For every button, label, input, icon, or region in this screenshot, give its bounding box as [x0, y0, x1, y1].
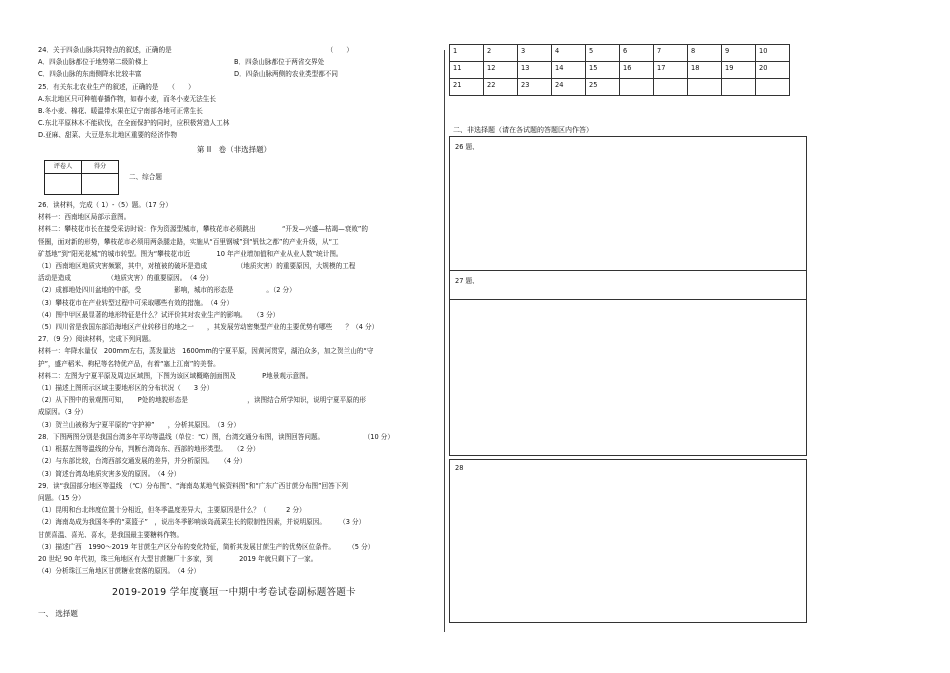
question-29-line: 20 世纪 90 年代初，珠三角地区有大型甘蔗糖厂十多家，到 2019 年就只剩下了一家。: [38, 554, 318, 563]
question-26-line: 矿基地”到“阳光花城”的城市转型。图为“攀枝花市近 10 年产业增加值和产业从业人数”统计图。: [38, 249, 343, 258]
question-25: [38, 81, 430, 142]
question-28-line: （2）与东部比较，台湾西部交通发展的差异，并分析原因。 （4 分）: [38, 457, 247, 466]
section-2-title: 第 II 卷（非选择题）: [196, 144, 272, 154]
answer-cell[interactable]: 2: [484, 45, 518, 62]
answer-box-28[interactable]: [449, 459, 807, 623]
answer-box-27-label: 27 题、: [455, 277, 479, 285]
answer-cell[interactable]: 23: [518, 79, 552, 96]
question-26-line: （3）攀枝花市在产业转型过程中可采取哪些有效的措施。 （4 分）: [38, 298, 234, 307]
question-25-option-d: D.亚麻、甜菜、大豆是东北地区重要的经济作物: [38, 131, 178, 140]
answer-cell[interactable]: [654, 79, 688, 96]
question-24-option-a: A．四条山脉都位于地势第二级阶梯上: [38, 58, 149, 67]
question-25-option-c: C.东北平原林木不能砍伐，在全面保护的同时，应积极营造人工林: [38, 119, 230, 128]
answer-cell[interactable]: 24: [552, 79, 586, 96]
question-27-line: （1）描述上图所示区域主要地形区的分布状况（ 3 分）: [38, 384, 214, 393]
question-29-line: （1）昆明和台北纬度位置十分相近，但冬季温度差异大，主要原因是什么？（ 2 分）: [38, 506, 306, 515]
answer-cell[interactable]: 6: [620, 45, 654, 62]
question-27-line: 成原因。（3 分）: [38, 408, 88, 417]
question-29: [38, 480, 430, 578]
question-26-line: （4）图中甲区最显著的地形特征是什么？试评价其对农业生产的影响。 （3 分）: [38, 310, 280, 319]
question-26-line: （2）成都地处四川盆地的中部，受 影响，城市的形态是 。（2 分）: [38, 286, 296, 295]
question-26-line: （5）四川省是我国东部沿海地区产业转移目的地之一 ，其发展劳动密集型产业的主要优势有哪些 ？（4 分）: [38, 323, 379, 332]
answer-cell[interactable]: 3: [518, 45, 552, 62]
question-24: [38, 44, 430, 81]
question-27-line: 材料一：年降水量仅 200mm左右，蒸发量达 1600mm的宁夏平原，因黄河贯穿，湖泊众多，加之贺兰山的“守: [38, 347, 374, 356]
question-24-option-c: C．四条山脉的东南侧降水比较丰富: [38, 70, 142, 79]
question-24-option-b: B．四条山脉都位于两省交界处: [234, 58, 325, 67]
answer-cell[interactable]: 12: [484, 62, 518, 79]
question-26-line: 26．读材料，完成（ 1）-（5）题。（17 分）: [38, 201, 172, 210]
answer-cell[interactable]: [620, 79, 654, 96]
score-header: 得分: [82, 160, 119, 173]
question-26-line: 材料一：西南地区局部示意图。: [38, 213, 131, 222]
answer-cell[interactable]: 5: [586, 45, 620, 62]
score-table: [44, 160, 119, 195]
answer-cell[interactable]: [756, 79, 790, 96]
question-29-line: （2）海南岛成为我国冬季的“菜篮子” ，说出冬季影响该岛蔬菜生长的限制性因素，并说明原因。 （3 分）: [38, 518, 366, 527]
answer-cell[interactable]: 17: [654, 62, 688, 79]
question-29-line: 29．读“我国部分地区等温线 （℃）分布图”、“海南岛某地气候资料图”和“广东广西甘蔗分布图”回答下列: [38, 481, 348, 490]
answer-cell[interactable]: 19: [722, 62, 756, 79]
question-25-stem: 25．有关东北农业生产的叙述，正确的是 （ ）: [38, 82, 195, 91]
question-24-option-d: D．四条山脉两侧的农业类型都不同: [234, 70, 338, 79]
answer-cell[interactable]: 15: [586, 62, 620, 79]
answer-cell[interactable]: 11: [450, 62, 484, 79]
answer-cell[interactable]: 25: [586, 79, 620, 96]
question-24-stem: 24．关于四条山脉共同特点的叙述，正确的是 （ ）: [38, 46, 353, 54]
exam-questions-column: [38, 44, 430, 620]
question-26-line: 怪圈，面对新的形势，攀枝花市必须用两条腿走路，实施从“百里钢城”到“钒钛之都”的产业升级，从“工: [38, 237, 339, 246]
question-27-line: （3）贺兰山被称为宁夏平原的“守护神” ，分析其原因。 （3 分）: [38, 420, 240, 429]
question-25-option-a: A.东北地区只可种植春播作物，如春小麦，而冬小麦无法生长: [38, 94, 216, 103]
score-box: [44, 160, 430, 195]
answer-cell[interactable]: [722, 79, 756, 96]
answer-cell[interactable]: 4: [552, 45, 586, 62]
score-cell[interactable]: [82, 174, 119, 195]
question-28: [38, 431, 430, 480]
answer-cell[interactable]: 9: [722, 45, 756, 62]
answer-cell[interactable]: 14: [552, 62, 586, 79]
choice-section-heading: 一、 选择题: [38, 608, 78, 618]
answer-cell[interactable]: 22: [484, 79, 518, 96]
question-27-line: 材料二：左图为宁夏平原及周边区域图，下图为该区域概略剖面图及 P地景观示意图。: [38, 371, 313, 380]
question-26: [38, 199, 430, 333]
answer-cell[interactable]: 8: [688, 45, 722, 62]
answer-sheet-title: 2019-2019 学年度襄垣一中期中考卷试卷副标题答题卡: [111, 587, 356, 599]
grader-cell[interactable]: [45, 174, 82, 195]
answer-cell[interactable]: 16: [620, 62, 654, 79]
answer-box-28-label: 28: [455, 464, 464, 472]
choice-answer-grid: [449, 44, 790, 96]
grader-header: 评卷人: [45, 160, 82, 173]
question-25-option-b: B.冬小麦、棉花、暖温带水果在辽宁南部各地可正常生长: [38, 107, 203, 116]
answer-cell[interactable]: 18: [688, 62, 722, 79]
question-28-line: 28．下图两图分别是我国台湾多年平均等温线（单位：℃）图，台湾交通分布图，读图回答问题。 （10 分）: [38, 432, 394, 441]
answer-cell[interactable]: 10: [756, 45, 790, 62]
question-29-line: （3）描述广西 1990～2019 年甘蔗生产区分布的变化特征，简析其发展甘蔗生产的优势区位条件。 （5 分）: [38, 542, 375, 551]
question-29-line: （4）分析珠江三角地区甘蔗糖业衰落的原因。 （4 分）: [38, 567, 201, 576]
answer-cell[interactable]: 21: [450, 79, 484, 96]
answer-cell[interactable]: 7: [654, 45, 688, 62]
answer-box-27[interactable]: [449, 270, 807, 456]
answer-cell[interactable]: [688, 79, 722, 96]
answer-cell[interactable]: 13: [518, 62, 552, 79]
question-29-line: 甘蔗喜温、喜光、喜水，是我国最主要糖料作物。: [38, 530, 184, 539]
answer-cell[interactable]: 1: [450, 45, 484, 62]
question-26-line: 活动是造成 （地质灾害）的重要原因。 （4 分）: [38, 274, 213, 283]
non-choice-section-heading: 二、非选择题（请在各试题的答题区内作答）: [453, 126, 593, 134]
question-28-line: （3）简述台湾岛地质灾害多发的原因。 （4 分）: [38, 469, 181, 478]
section-heading-comprehensive: 二、综合题: [129, 173, 162, 182]
question-27-line: 护”，盛产稻米、枸杞等名特优产品，有着“塞上江南”的美誉。: [38, 359, 220, 368]
column-divider: [444, 50, 445, 632]
question-27-line: （2）从下图中的景观图可知， P处的地貌形态是 ，读图结合所学知识，说明宁夏平原的形: [38, 396, 366, 405]
question-28-line: （1）根据左图等温线的分布，判断台湾岛东、西部的地形类型。 （2 分）: [38, 445, 260, 454]
answer-box-26-label: 26 题、: [455, 143, 479, 151]
answer-cell[interactable]: 20: [756, 62, 790, 79]
question-26-line: 材料二：攀枝花市长在接受采访时说：作为资源型城市，攀枝花市必须跳出 “开发—兴盛—枯竭—衰败”的: [38, 225, 368, 234]
question-27: [38, 333, 430, 431]
question-27-line: 27．（9 分）阅读材料，完成下列问题。: [38, 335, 155, 344]
question-26-line: （1）西南地区地质灾害频繁，其中，对植被的破坏是造成 （地质灾害）的重要原因，大规模的工程: [38, 262, 356, 271]
question-29-line: 问题。（15 分）: [38, 493, 85, 502]
